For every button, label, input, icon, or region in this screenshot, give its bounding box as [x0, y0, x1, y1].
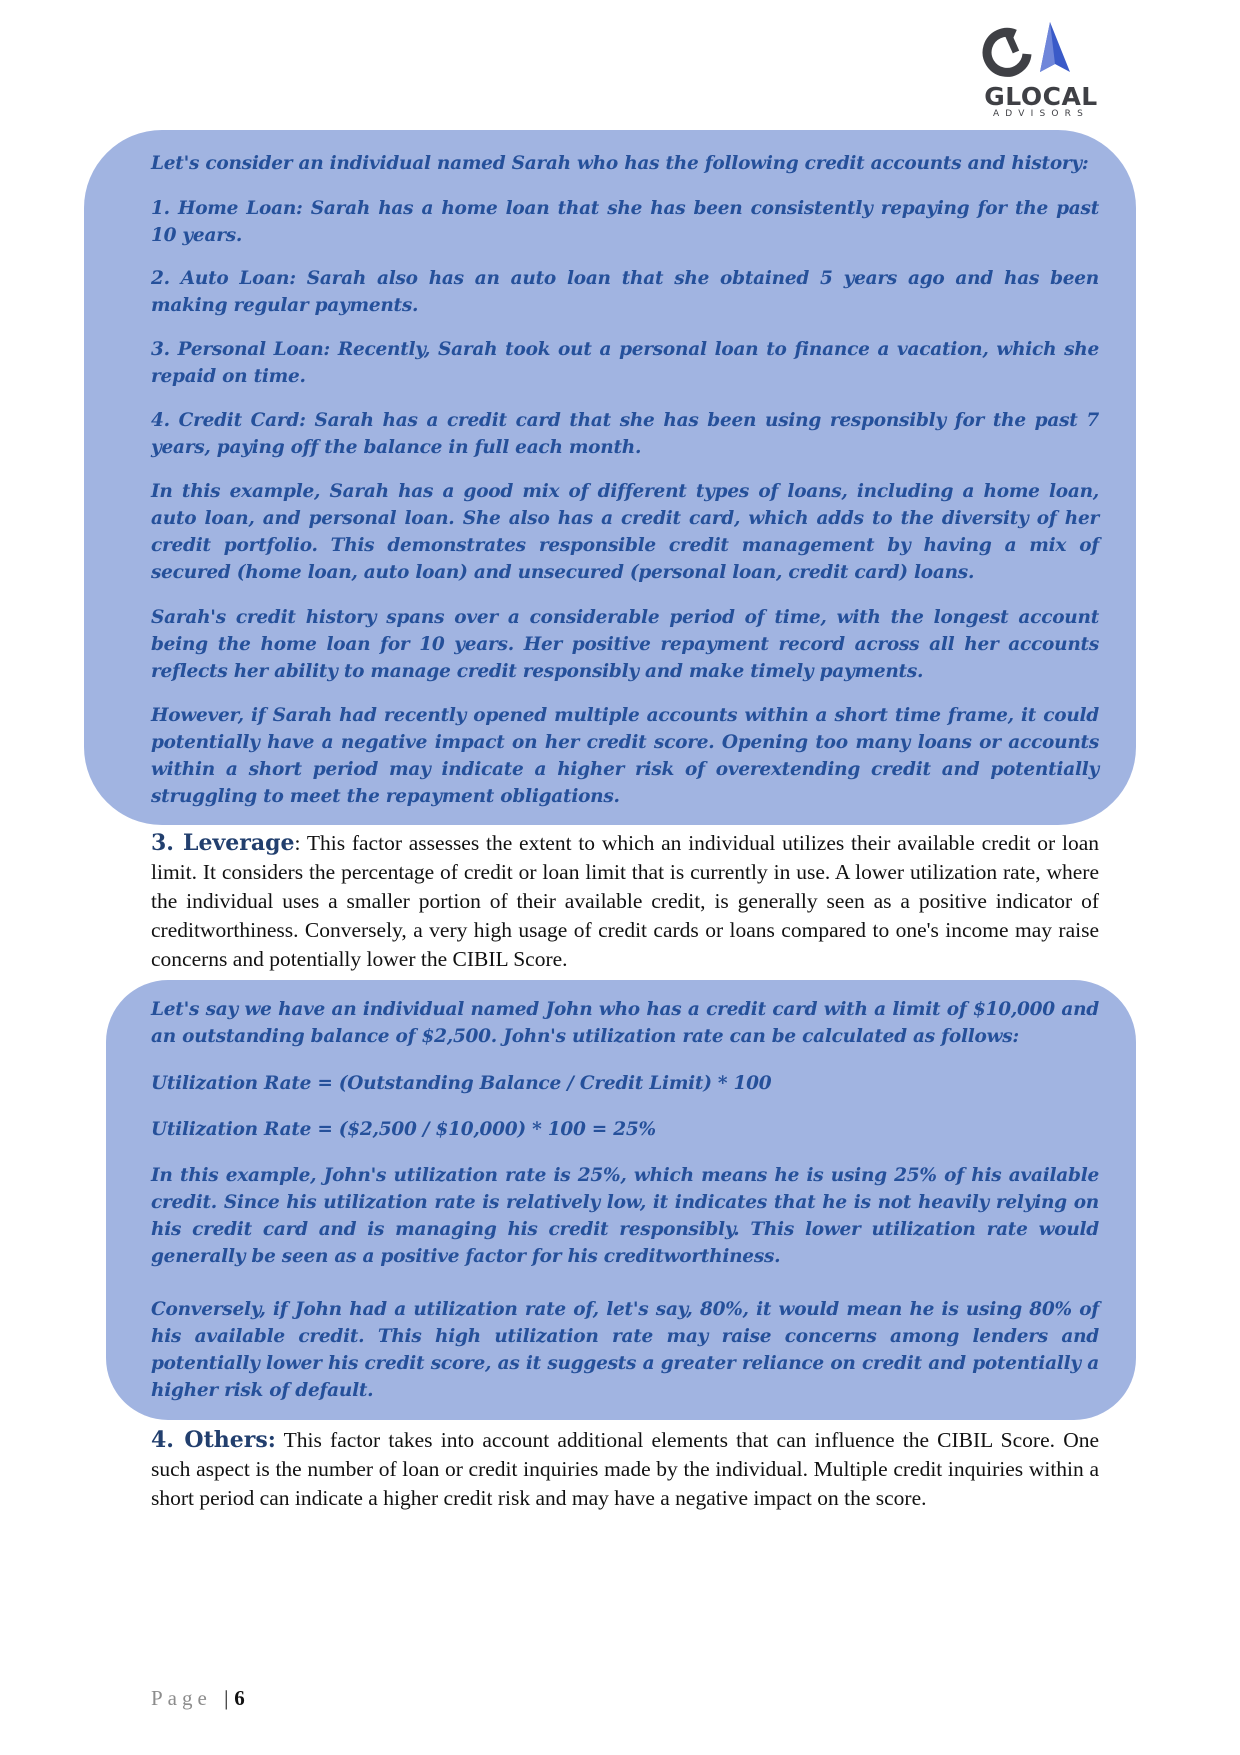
logo-tagline: ADVISORS [992, 109, 1090, 119]
logo-mark-icon [982, 22, 1100, 84]
section-others-heading: 4. Others: [151, 1427, 276, 1453]
box2-high-utilization: Conversely, if John had a utilization rate of, let's say, 80%, it would mean he is using 80% of his available credit. This high utilization rate may raise concerns among lenders and potentially lower his credit score, as it suggests a greater reliance on credit and potentially a higher risk of default. [151, 1299, 1099, 1401]
page-number: 6 [234, 1686, 245, 1710]
logo-name: GLOCAL [984, 82, 1098, 111]
box1-credit-card: 4. Credit Card: Sarah has a credit card that she has been using responsibly for the past 7 years, paying off the balance in full each month. [151, 410, 1099, 458]
page-separator: | [224, 1686, 229, 1710]
box2-formula: Utilization Rate = (Outstanding Balance / Credit Limit) * 100 [151, 1073, 772, 1094]
page-label: Page [151, 1686, 212, 1710]
box2-intro: Let's say we have an individual named John who has a credit card with a limit of $10,000 and an outstanding balance of $2,500. John's utilization rate can be calculated as follows: [151, 999, 1099, 1047]
section-leverage-heading: 3. Leverage [151, 830, 295, 856]
box2-low-utilization: In this example, John's utilization rate is 25%, which means he is using 25% of his available credit. Since his utilization rate is relatively low, it indicates that he is not heavily relying on his credit card and is managing his credit responsibly. This lower utilization rate would generally be seen as a positive factor for his creditworthiness. [151, 1165, 1099, 1267]
page-footer [151, 1686, 245, 1711]
box1-loan-mix: In this example, Sarah has a good mix of different types of loans, including a home loan, auto loan, and personal loan. She also has a credit card, which adds to the diversity of her credit portfolio. This demonstrates responsible credit management by having a mix of secured (home loan, auto loan) and unsecured (personal loan, credit card) loans. [151, 481, 1099, 583]
section-others [151, 1426, 1099, 1513]
section-leverage [151, 829, 1099, 974]
section-others-text: This factor takes into account additional elements that can influence the CIBIL Score. One such aspect is the number of loan or credit inquiries made by the individual. Multiple credit inquiries within a short period can indicate a higher credit risk and may have a negative impact on the score. [151, 1428, 1100, 1510]
box1-personal-loan: 3. Personal Loan: Recently, Sarah took out a personal loan to finance a vacation, which she repaid on time. [151, 339, 1099, 387]
box1-intro: Let's consider an individual named Sarah who has the following credit accounts and history: [151, 153, 1089, 174]
box1-auto-loan: 2. Auto Loan: Sarah also has an auto loan that she obtained 5 years ago and has been making regular payments. [151, 268, 1099, 316]
box1-home-loan: 1. Home Loan: Sarah has a home loan that she has been consistently repaying for the past 10 years. [151, 198, 1099, 246]
box1-credit-history: Sarah's credit history spans over a considerable period of time, with the longest account being the home loan for 10 years. Her positive repayment record across all her accounts reflects her ability to manage credit responsibly and make timely payments. [151, 607, 1099, 682]
section-leverage-text: : This factor assesses the extent to which an individual utilizes their available credit or loan limit. It considers the percentage of credit or loan limit that is currently in use. A lower utilization rate, where the individual uses a smaller portion of their available credit, is generally seen as a positive indicator of creditworthiness. Conversely, a very high usage of credit cards or loans compared to one's income may raise concerns and potentially lower the CIBIL Score. [151, 831, 1099, 971]
glocal-advisors-logo [982, 22, 1100, 122]
box2-calculation: Utilization Rate = ($2,500 / $10,000) * 100 = 25% [151, 1119, 656, 1140]
box1-multiple-accounts: However, if Sarah had recently opened multiple accounts within a short time frame, it could potentially have a negative impact on her credit score. Opening too many loans or accounts within a short period may indicate a higher risk of overextending credit and potentially struggling to meet the repayment obligations. [151, 705, 1099, 807]
